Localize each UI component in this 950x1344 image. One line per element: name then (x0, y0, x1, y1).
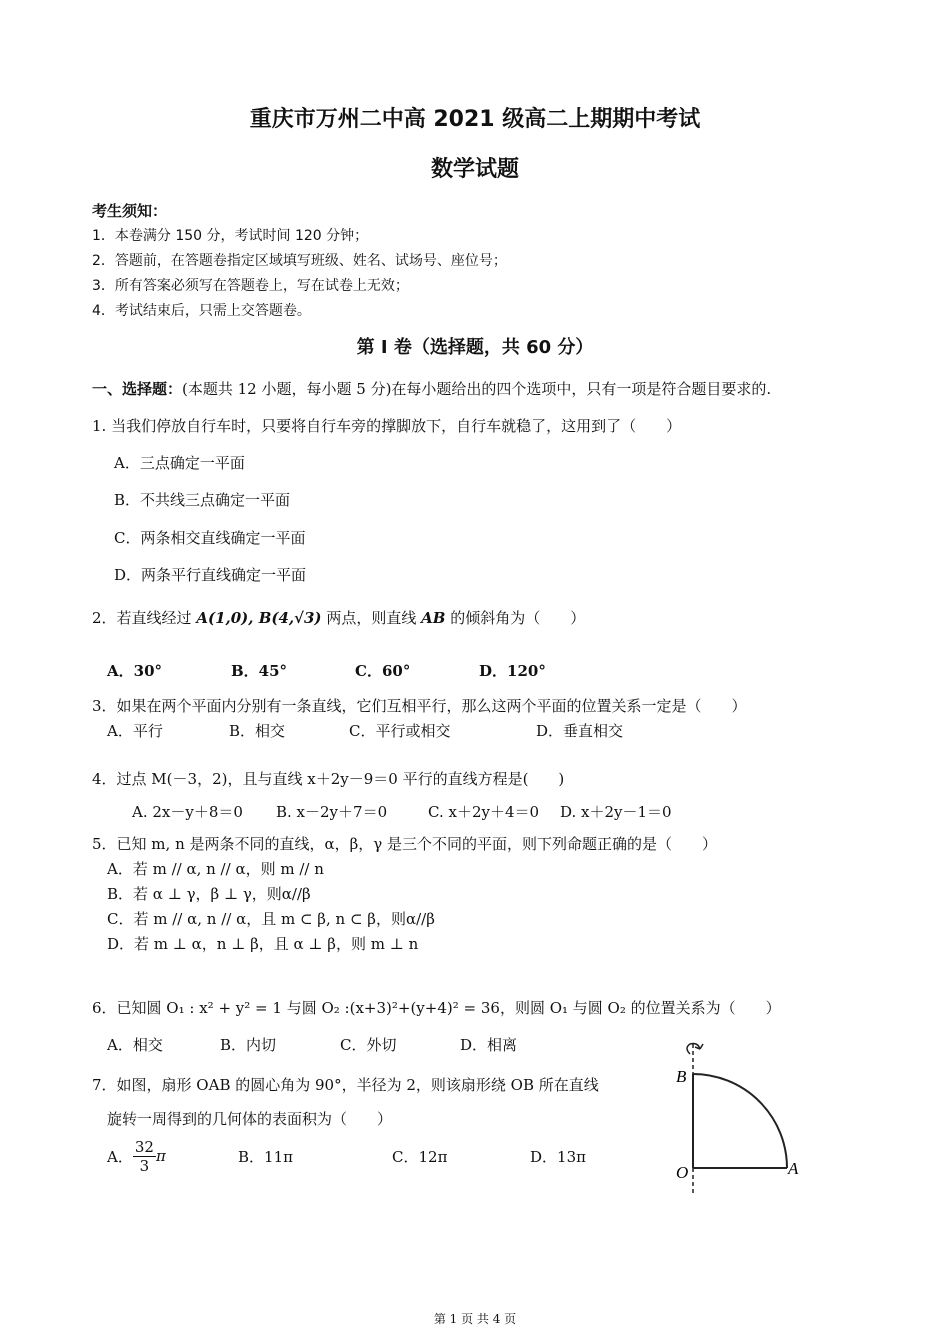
question-3-option-d: D．垂直相交 (536, 722, 624, 740)
question-6-option-a: A．相交 (107, 1036, 163, 1054)
question-5-option-d: D．若 m ⊥ α，n ⊥ β，且 α ⊥ β，则 m ⊥ n (107, 935, 419, 953)
question-2-line: AB (421, 609, 446, 627)
question-4-stem: 4．过点 M(－3，2)，且与直线 x＋2y－9＝0 平行的直线方程是( ) (92, 770, 565, 788)
question-7-option-a-label: A． (107, 1147, 133, 1166)
question-1-option-c: C．两条相交直线确定一平面 (114, 529, 306, 547)
question-3-option-a: A．平行 (107, 722, 163, 740)
section-title: 第 I 卷（选择题，共 60 分） (356, 337, 594, 358)
question-6-option-c: C．外切 (340, 1036, 397, 1054)
sector-arc (693, 1074, 787, 1168)
question-7-option-a-pi: π (155, 1147, 166, 1165)
question-1-stem: 1. 当我们停放自行车时，只要将自行车旁的撑脚放下，自行车就稳了，这用到了（ ） (92, 417, 682, 435)
question-1-option-b: B．不共线三点确定一平面 (114, 491, 291, 509)
question-2-stem (92, 607, 585, 628)
question-7-option-c: C．12π (392, 1148, 448, 1166)
question-2-stem-post: 两点，则直线 (326, 609, 417, 627)
question-6-stem: 6．已知圆 O₁ : x² + y² = 1 与圆 O₂ :(x+3)²+(y+4)² = 36，则圆 O₁ 与圆 O₂ 的位置关系为（ ） (92, 999, 781, 1017)
fraction-numerator: 32 (134, 1137, 154, 1156)
question-7-option-a-fraction (133, 1138, 156, 1175)
question-6-option-d: D．相离 (460, 1036, 518, 1054)
notice-item: 2．答题前，在答题卷指定区域填写班级、姓名、试场号、座位号； (92, 253, 507, 269)
fraction-denominator: 3 (139, 1156, 150, 1175)
question-4-option-c: C. x＋2y＋4＝0 (428, 803, 540, 821)
notice-item: 1．本卷满分 150 分，考试时间 120 分钟； (92, 228, 369, 244)
question-2-option-b: B．45° (231, 662, 288, 680)
question-2-option-d: D．120° (479, 662, 546, 680)
question-3-option-b: B．相交 (229, 722, 286, 740)
question-1-option-a: A．三点确定一平面 (114, 454, 245, 472)
question-2-points: A(1,0), B(4,√3) (196, 609, 322, 627)
question-7-option-a (107, 1132, 166, 1180)
notice-item: 4．考试结束后，只需上交答题卷。 (92, 303, 311, 319)
question-7-option-d: D．13π (530, 1148, 586, 1166)
section-intro (92, 378, 771, 399)
question-2-option-a: A．30° (107, 662, 163, 680)
label-o: O (676, 1163, 689, 1182)
question-5-stem: 5．已知 m, n 是两条不同的直线，α，β，γ 是三个不同的平面，则下列命题正确的是（ ） (92, 835, 718, 853)
question-5-option-c: C．若 m // α, n // α，且 m ⊂ β, n ⊂ β，则α//β (107, 910, 435, 928)
exam-title: 重庆市万州二中高 2021 级高二上期期中考试 (249, 107, 701, 132)
question-7-stem-line1: 7．如图，扇形 OAB 的圆心角为 90°，半径为 2，则该扇形绕 OB 所在直线 (92, 1076, 599, 1094)
question-3-stem: 3．如果在两个平面内分别有一条直线，它们互相平行，那么这两个平面的位置关系一定是（ ） (92, 697, 747, 715)
notice-item: 3．所有答案必须写在答题卷上，写在试卷上无效； (92, 278, 409, 294)
question-4-option-b: B. x－2y＋7＝0 (276, 803, 388, 821)
question-5-option-a: A．若 m // α, n // α，则 m // n (107, 860, 324, 878)
question-2-option-c: C．60° (355, 662, 411, 680)
exam-subtitle: 数学试题 (430, 157, 519, 182)
section-intro-label: 一、选择题： (92, 380, 183, 398)
section-intro-text: (本题共 12 小题，每小题 5 分)在每小题给出的四个选项中，只有一项是符合题目要求的. (182, 380, 772, 398)
question-2-stem-pre: 2．若直线经过 (92, 609, 192, 627)
label-b: B (676, 1067, 687, 1086)
label-a: A (788, 1159, 799, 1178)
question-4-option-d: D. x＋2y－1＝0 (560, 803, 672, 821)
sector-figure (670, 1040, 820, 1200)
question-7-option-b: B．11π (238, 1148, 293, 1166)
question-1-option-d: D．两条平行直线确定一平面 (114, 566, 307, 584)
question-7-stem-line2: 旋转一周得到的几何体的表面积为（ ） (107, 1110, 393, 1128)
question-4-option-a: A. 2x－y＋8＝0 (132, 803, 243, 821)
question-6-option-b: B．内切 (220, 1036, 277, 1054)
question-5-option-b: B．若 α ⊥ γ，β ⊥ γ，则α//β (107, 885, 311, 903)
question-3-option-c: C．平行或相交 (349, 722, 451, 740)
question-2-stem-end: 的倾斜角为（ ） (450, 609, 586, 627)
notice-heading: 考生须知： (92, 202, 168, 220)
page-footer: 第 1 页 共 4 页 (433, 1312, 517, 1326)
